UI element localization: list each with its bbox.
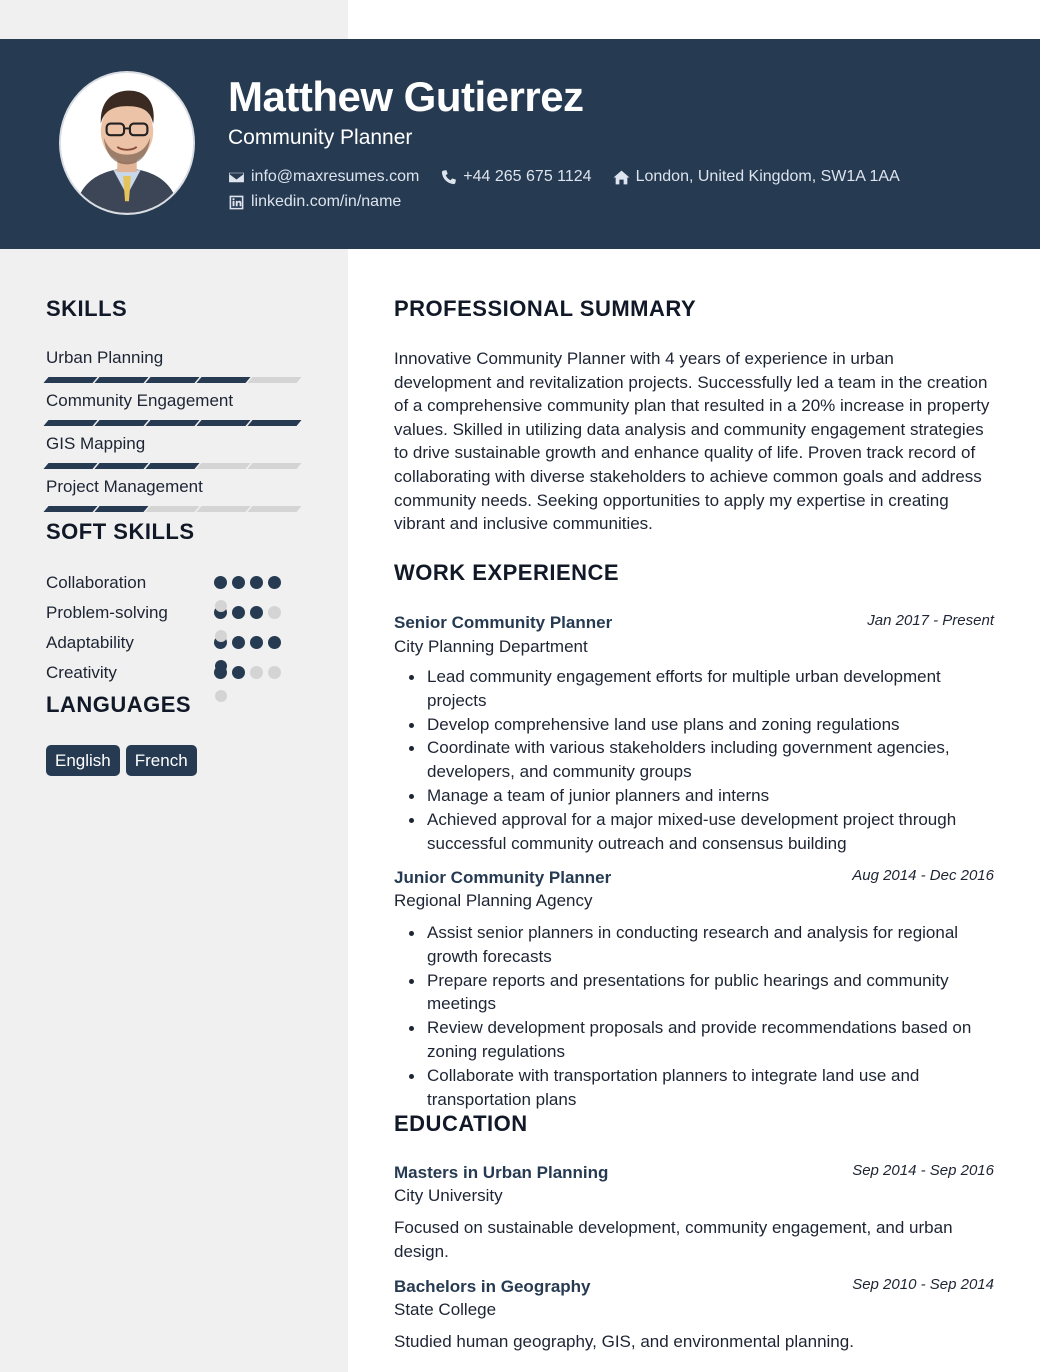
skill-level-bar — [46, 463, 301, 469]
skills-heading: SKILLS — [46, 296, 128, 321]
education-dates: Sep 2010 - Sep 2014 — [852, 1276, 994, 1293]
summary-heading: PROFESSIONAL SUMMARY — [394, 296, 697, 321]
job-organization: City Planning Department — [394, 637, 588, 656]
list-item: Coordinate with various stakeholders including government agencies, developers, and community groups — [394, 736, 994, 784]
degree-title: Masters in Urban Planning — [394, 1163, 609, 1182]
skill-level-segment — [43, 377, 97, 383]
skill-label: Project Management — [46, 477, 203, 496]
job-title: Senior Community Planner — [394, 613, 613, 632]
skill-level-segment — [43, 463, 97, 469]
skill-label: Community Engagement — [46, 391, 234, 410]
candidate-name: Matthew Gutierrez — [228, 73, 584, 120]
envelope-icon — [228, 169, 245, 186]
languages-heading: LANGUAGES — [46, 692, 192, 717]
phone-text: +44 265 675 1124 — [463, 168, 592, 185]
contact-address — [613, 168, 900, 186]
list-item: Review development proposals and provide recommendations based on zoning regulations — [394, 1016, 994, 1064]
profile-photo-illustration — [61, 73, 193, 213]
skill-level-bar — [46, 377, 301, 383]
linkedin-text: linkedin.com/in/name — [251, 193, 402, 210]
rating-dot — [214, 576, 227, 589]
degree-title: Bachelors in Geography — [394, 1277, 591, 1296]
language-tags — [46, 745, 203, 776]
skill-level-segment — [196, 420, 250, 426]
skill-level-segment — [94, 377, 148, 383]
email-text: info@maxresumes.com — [251, 168, 420, 185]
skill-level-segment — [145, 420, 199, 426]
contact-row — [228, 168, 921, 186]
soft-skill-label: Collaboration — [46, 573, 147, 592]
skill-level-segment — [247, 506, 301, 512]
job-bullets — [394, 921, 994, 1111]
contact-linkedin[interactable] — [228, 193, 401, 211]
skill-level-segment — [145, 377, 199, 383]
experience-heading: WORK EXPERIENCE — [394, 560, 620, 585]
skill-level-segment — [145, 463, 199, 469]
soft-skill-label: Problem-solving — [46, 603, 168, 622]
skill-level-segment — [247, 463, 301, 469]
skill-level-segment — [196, 506, 250, 512]
list-item: Assist senior planners in conducting research and analysis for regional growth forecasts — [394, 921, 994, 969]
skill-level-segment — [43, 506, 97, 512]
contact-email[interactable] — [228, 168, 419, 186]
school-name: State College — [394, 1300, 497, 1319]
education-heading: EDUCATION — [394, 1111, 528, 1136]
rating-dot — [232, 606, 245, 619]
soft-skills-heading: SOFT SKILLS — [46, 519, 195, 544]
skill-level-segment — [94, 463, 148, 469]
home-icon — [613, 169, 630, 186]
skill-level-segment — [196, 463, 250, 469]
list-item: Prepare reports and presentations for public hearings and community meetings — [394, 969, 994, 1017]
rating-dot — [215, 600, 227, 612]
skill-level-bar — [46, 420, 301, 426]
rating-dot — [232, 636, 245, 649]
job-title: Junior Community Planner — [394, 868, 612, 887]
rating-dot — [215, 660, 227, 672]
address-text: London, United Kingdom, SW1A 1AA — [635, 168, 900, 185]
list-item: Achieved approval for a major mixed-use development project through successful community outreach and consensus building — [394, 808, 994, 856]
list-item: Collaborate with transportation planners to integrate land use and transportation plans — [394, 1064, 994, 1112]
skill-label: GIS Mapping — [46, 434, 146, 453]
summary-text: Innovative Community Planner with 4 years of experience in urban development and revitalization projects. Successfully led a team in the creation of a comprehensive community plan that resulted in a 20% increase in property values. Skilled in utilizing data analysis and community engagement strategies to drive sustainable growth and enhance quality of life. Proven track record of collaborating with diverse stakeholders to achieve common goals and address community needs. Seeking opportunities to apply my expertise in creating vibrant and inclusive communities. — [394, 349, 990, 534]
list-item: Develop comprehensive land use plans and zoning regulations — [394, 713, 994, 737]
rating-dot — [250, 606, 263, 619]
rating-dot — [232, 666, 245, 679]
rating-dot — [268, 606, 281, 619]
rating-dot — [250, 636, 263, 649]
education-description: Studied human geography, GIS, and environmental planning. — [394, 1332, 854, 1351]
school-name: City University — [394, 1186, 503, 1205]
list-item: Manage a team of junior planners and interns — [394, 784, 994, 808]
contact-row — [228, 193, 422, 211]
contact-phone[interactable] — [440, 168, 591, 186]
skill-level-segment — [43, 420, 97, 426]
phone-icon — [440, 169, 457, 186]
soft-skill-label: Adaptability — [46, 633, 134, 652]
rating-dot — [215, 630, 227, 642]
rating-dot — [250, 576, 263, 589]
rating-dot — [268, 576, 281, 589]
job-dates: Jan 2017 - Present — [867, 612, 994, 629]
linkedin-icon — [228, 194, 245, 211]
rating-dot — [215, 690, 227, 702]
language-tag: English — [46, 745, 120, 776]
skill-level-segment — [196, 377, 250, 383]
rating-dot — [232, 576, 245, 589]
education-description: Focused on sustainable development, community engagement, and urban design. — [394, 1218, 953, 1261]
resume-header — [0, 39, 1040, 249]
profile-photo — [59, 71, 195, 215]
skill-level-segment — [145, 506, 199, 512]
job-organization: Regional Planning Agency — [394, 891, 593, 910]
skill-level-bar — [46, 506, 301, 512]
job-dates: Aug 2014 - Dec 2016 — [852, 867, 994, 884]
job-bullets — [394, 665, 994, 855]
list-item: Lead community engagement efforts for multiple urban development projects — [394, 665, 994, 713]
soft-skill-rating — [214, 576, 286, 589]
language-tag: French — [126, 745, 197, 776]
rating-dot — [250, 666, 263, 679]
skill-label: Urban Planning — [46, 348, 164, 367]
rating-dot — [268, 666, 281, 679]
skill-level-segment — [94, 420, 148, 426]
skill-level-segment — [94, 506, 148, 512]
skill-level-segment — [247, 377, 301, 383]
candidate-role: Community Planner — [228, 126, 413, 149]
education-dates: Sep 2014 - Sep 2016 — [852, 1162, 994, 1179]
rating-dot — [268, 636, 281, 649]
soft-skill-label: Creativity — [46, 663, 117, 682]
skill-level-segment — [247, 420, 301, 426]
